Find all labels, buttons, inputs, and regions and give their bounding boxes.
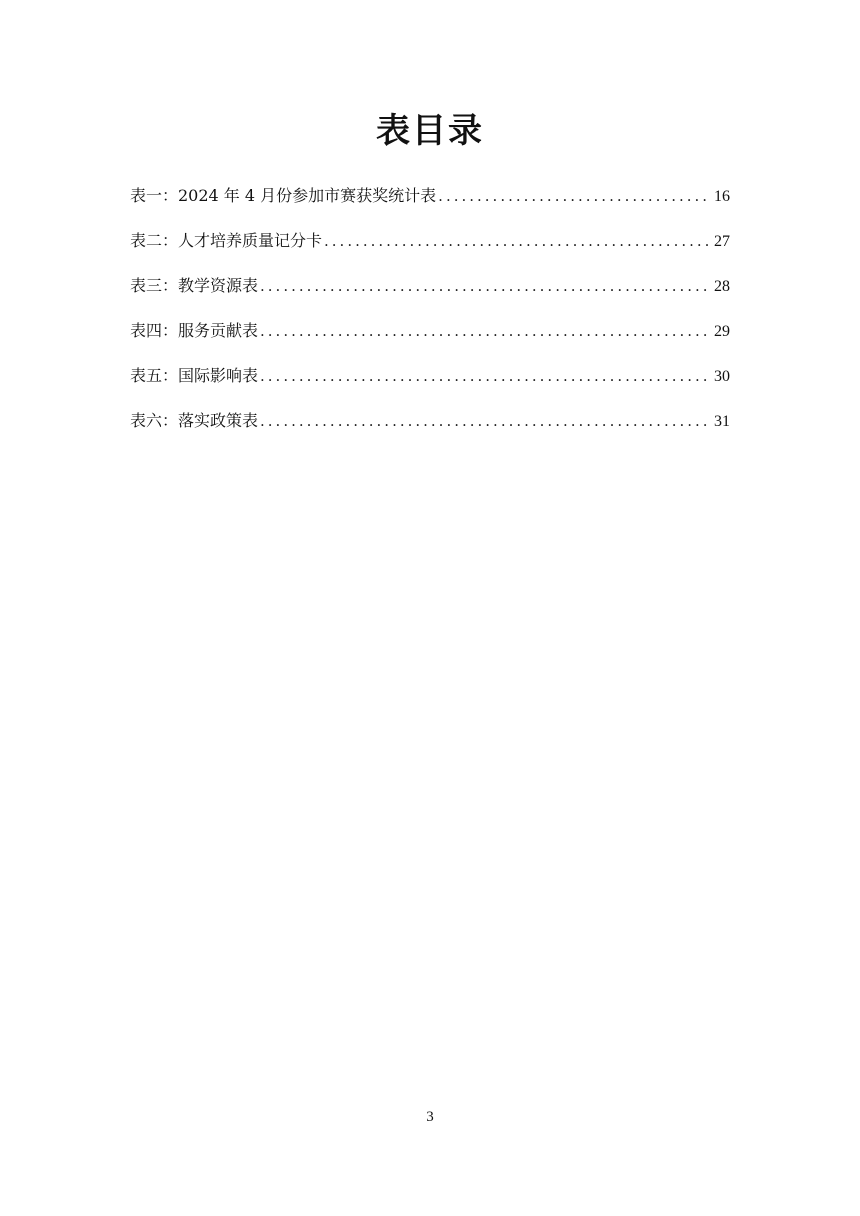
dot-leader — [260, 408, 711, 434]
dot-leader — [324, 228, 711, 254]
page-title: 表目录 — [376, 111, 484, 151]
dot-leader — [260, 273, 711, 299]
toc-entry[interactable] — [130, 273, 730, 318]
toc-entry-label: 表六：落实政策表 — [130, 411, 259, 430]
toc-entry-label: 表三：教学资源表 — [130, 276, 259, 295]
toc-entry[interactable] — [130, 228, 730, 273]
toc-entry-label: 表五：国际影响表 — [130, 366, 259, 385]
toc-entry-page: 31 — [714, 413, 730, 430]
page-number: 3 — [426, 1109, 434, 1125]
toc-entry[interactable] — [130, 183, 730, 228]
table-of-tables-list — [130, 183, 730, 453]
toc-entry-label: 表二：人才培养质量记分卡 — [130, 231, 323, 250]
toc-entry-page: 16 — [714, 188, 730, 205]
dot-leader — [260, 363, 711, 389]
toc-entry-page: 30 — [714, 368, 730, 385]
toc-entry[interactable] — [130, 318, 730, 363]
dot-leader — [260, 318, 711, 344]
toc-entry-label: 表四：服务贡献表 — [130, 321, 259, 340]
toc-entry-page: 27 — [714, 233, 730, 250]
toc-entry-page: 29 — [714, 323, 730, 340]
toc-entry[interactable] — [130, 363, 730, 408]
dot-leader — [438, 183, 711, 209]
toc-entry[interactable] — [130, 408, 730, 453]
toc-entry-page: 28 — [714, 278, 730, 295]
toc-entry-label: 表一：2024 年 4 月份参加市赛获奖统计表 — [130, 186, 437, 205]
